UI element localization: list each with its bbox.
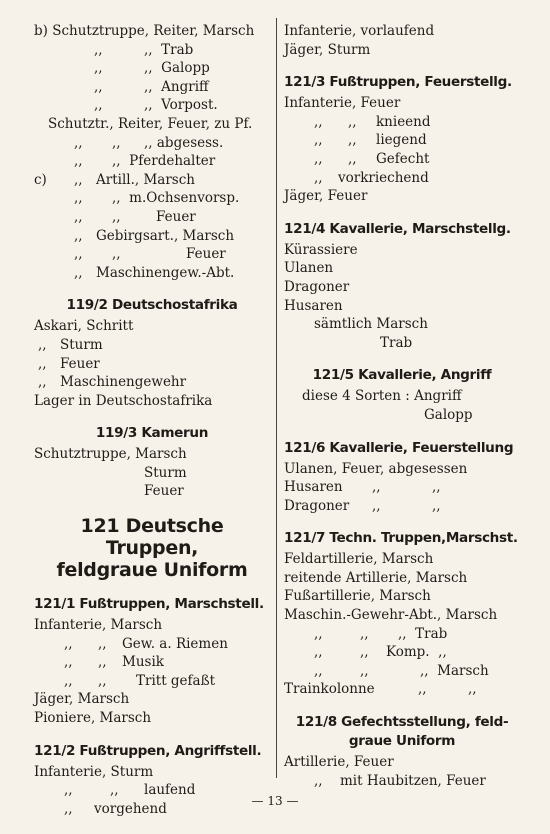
line-text: ,, [74,171,83,188]
line-text: ,, [74,208,83,225]
catalog-line [284,497,520,516]
heading-line: 119/3 Kamerun [95,425,209,442]
catalog-line [284,131,520,150]
line-text: ,, [74,153,83,170]
catalog-line [34,336,270,355]
line-text: mit Haubitzen, Feuer [340,772,486,789]
line-text: ,, [348,132,357,149]
line-text: Gebirgsart., Marsch [96,227,235,244]
line-text: knieend [376,113,431,130]
heading-line: 121/3 Fußtruppen, Feuerstellg. [284,74,512,91]
catalog-line [284,406,520,425]
catalog-line [34,189,270,208]
line-text: Infanterie, Feuer [284,95,401,112]
line-text: ,, [64,635,73,652]
line-text: Feuer [186,246,226,263]
line-text: Sturm [144,464,187,481]
line-text: ,, [418,681,427,698]
section-heading [34,424,270,443]
heading-line: 121/7 Techn. Truppen,Marschst. [284,530,518,547]
line-text: ,, m.Ochsenvorsp. [112,190,240,207]
heading-line: graue Uniform [348,733,456,750]
catalog-line [284,150,520,169]
line-text: Feuer [156,208,196,225]
section-heading [284,73,520,92]
catalog-line [34,355,270,374]
catalog-line [34,616,270,635]
heading-line: 121 Deutsche Truppen, [80,515,224,560]
line-text: Komp. ,, [386,644,447,661]
catalog-line [34,709,270,728]
line-text: ,, [468,681,477,698]
section-heading [284,220,520,239]
section-heading [284,366,520,385]
catalog-line [34,317,270,336]
heading-line: 121/6 Kavallerie, Feuerstellung [284,439,514,456]
section-heading [34,296,270,315]
catalog-line [284,460,520,479]
line-text: ,, [110,782,119,799]
line-text: Sturm [60,336,103,353]
line-text: ,, [112,246,121,263]
line-text: Ulanen, Feuer, abgesessen [284,460,468,477]
catalog-line [284,606,520,625]
line-text: Husaren [284,479,343,496]
page-number: — 13 — [251,794,299,808]
catalog-line [34,653,270,672]
line-text: laufend [144,782,196,799]
line-text: Feldartillerie, Marsch [284,551,434,568]
line-text: ,, Trab [398,625,448,642]
line-text: ,, [360,625,369,642]
catalog-line [34,445,270,464]
line-text: Gew. a. Riemen [122,635,228,652]
catalog-line [34,464,270,483]
catalog-line [34,227,270,246]
catalog-line [284,680,520,699]
catalog-line [34,672,270,691]
catalog-line [284,94,520,113]
catalog-line [34,392,270,411]
heading-line: 121/8 Gefechtsstellung, feld- [295,714,509,731]
line-text: c) [34,171,47,188]
catalog-line [284,278,520,297]
line-text: ,, [74,190,83,207]
line-text: Husaren [284,297,343,314]
line-text: Dragoner [284,497,350,514]
line-text: ,, [94,60,103,77]
line-text: ,, [348,113,357,130]
line-text: diese 4 Sorten : Angriff [302,388,462,405]
line-text: Pioniere, Marsch [34,710,152,727]
heading-line: 121/5 Kavallerie, Angriff [312,367,492,384]
line-text: ,, Angriff [144,78,209,95]
line-text: ,, Galopp [144,60,210,77]
line-text: ,, [372,479,381,496]
line-text: Infanterie, Sturm [34,763,154,780]
line-text: Artillerie, Feuer [284,754,394,771]
catalog-line [284,625,520,644]
catalog-line [34,690,270,709]
line-text: ,, [74,246,83,263]
line-text: ,, [64,654,73,671]
line-text: ,, [98,672,107,689]
line-text: ,, [432,497,441,514]
catalog-line [284,187,520,206]
catalog-line [34,264,270,283]
catalog-line [34,152,270,171]
line-text: Gefecht [376,150,430,167]
line-text: Tritt gefaßt [136,672,216,689]
line-text: Infanterie, Marsch [34,617,163,634]
catalog-line [34,134,270,153]
heading-line: feldgraue Uniform [56,559,248,582]
catalog-line [284,387,520,406]
line-text: Feuer [60,355,100,372]
section-heading [34,595,270,614]
catalog-line [34,59,270,78]
catalog-line [284,259,520,278]
catalog-line [284,334,520,353]
catalog-line [34,96,270,115]
line-text: ,, [94,41,103,58]
line-text: Feuer [144,483,184,500]
line-text: vorgehend [94,800,167,817]
line-text: ,, [314,132,323,149]
line-text: ,, [372,497,381,514]
line-text: Artill., Marsch [96,171,195,188]
line-text: ,, Marsch [420,662,489,679]
line-text: ,, [98,654,107,671]
line-text: Fußartillerie, Marsch [284,588,431,605]
line-text: Schutztruppe, Marsch [34,446,187,463]
line-text: Kürassiere [284,241,358,258]
line-text: ,, [64,672,73,689]
line-text: ,, [112,208,121,225]
catalog-line [284,587,520,606]
catalog-line [34,635,270,654]
catalog-line [284,478,520,497]
line-text: Maschin.-Gewehr-Abt., Marsch [284,607,498,624]
line-text: ,, Vorpost. [144,97,218,114]
catalog-line [284,113,520,132]
line-text: ,, [64,800,73,817]
catalog-line [284,753,520,772]
heading-line: 121/2 Fußtruppen, Angriffstell. [34,742,262,759]
catalog-line [284,662,520,681]
line-text: Lager in Deutschostafrika [34,392,213,409]
line-text: ,, [74,264,83,281]
catalog-line [34,245,270,264]
line-text: ,, [74,227,83,244]
line-text: Infanterie, vorlaufend [284,23,435,39]
line-text: ,, [360,644,369,661]
line-text: ,, [98,635,107,652]
line-text: ,, [360,662,369,679]
line-text: Maschinengew.-Abt. [96,264,235,281]
catalog-line [34,208,270,227]
line-text: ,, [38,374,47,391]
catalog-line [34,482,270,501]
line-text: Galopp [424,406,473,423]
line-text: ,, [112,134,121,151]
catalog-line [284,569,520,588]
heading-line: 121/4 Kavallerie, Marschstellg. [284,220,511,237]
line-text: ,, [314,625,323,642]
line-text: Ulanen [284,260,334,277]
catalog-line [284,22,520,41]
line-text: Askari, Schritt [34,318,134,335]
line-text: vorkriechend [338,169,429,186]
line-text: ,, [74,134,83,151]
main-section-heading [34,515,270,581]
line-text: ,, [314,772,323,789]
line-text: reitende Artillerie, Marsch [284,569,468,586]
line-text: b) Schutztruppe, Reiter, Marsch [34,23,255,39]
line-text: Trab [380,334,413,351]
catalog-line [284,315,520,334]
line-text: ,, [314,150,323,167]
catalog-line [34,115,270,134]
line-text: ,, [314,662,323,679]
column-divider [276,18,277,778]
line-text: ,, Trab [144,41,194,58]
line-text: ,, abgesess. [144,134,224,151]
line-text: ,, [314,644,323,661]
catalog-line [284,41,520,60]
line-text: ,, [38,355,47,372]
catalog-line [284,550,520,569]
section-heading [34,742,270,761]
line-text: ,, [94,97,103,114]
line-text: ,, [432,479,441,496]
line-text: Maschinengewehr [60,374,187,391]
line-text: Dragoner [284,278,350,295]
section-heading [284,439,520,458]
section-heading [284,529,520,548]
line-text: liegend [376,132,427,149]
catalog-line [34,763,270,782]
line-text: ,, [64,782,73,799]
catalog-line [284,772,520,791]
line-text: ,, [348,150,357,167]
catalog-line [284,297,520,316]
line-text: Jäger, Marsch [34,691,130,708]
left-column [34,22,270,818]
catalog-line [34,171,270,190]
catalog-line [34,78,270,97]
line-text: Jäger, Sturm [284,41,371,58]
catalog-line [34,373,270,392]
right-column [284,22,520,790]
line-text: ,, Pferdehalter [112,153,216,170]
catalog-line [284,169,520,188]
section-heading [284,713,520,751]
catalog-line [284,643,520,662]
line-text: Schutztr., Reiter, Feuer, zu Pf. [48,115,253,132]
heading-line: 119/2 Deutschostafrika [66,297,238,314]
line-text: ,, [314,169,323,186]
line-text: Musik [122,654,164,671]
line-text: ,, [94,78,103,95]
catalog-line [34,41,270,60]
line-text: Trainkolonne [284,681,375,698]
catalog-line [284,241,520,260]
line-text: ,, [38,336,47,353]
line-text: ,, [314,113,323,130]
catalog-line [34,22,270,41]
line-text: Jäger, Feuer [284,188,368,205]
heading-line: 121/1 Fußtruppen, Marschstell. [34,596,264,613]
line-text: sämtlich Marsch [314,316,428,333]
